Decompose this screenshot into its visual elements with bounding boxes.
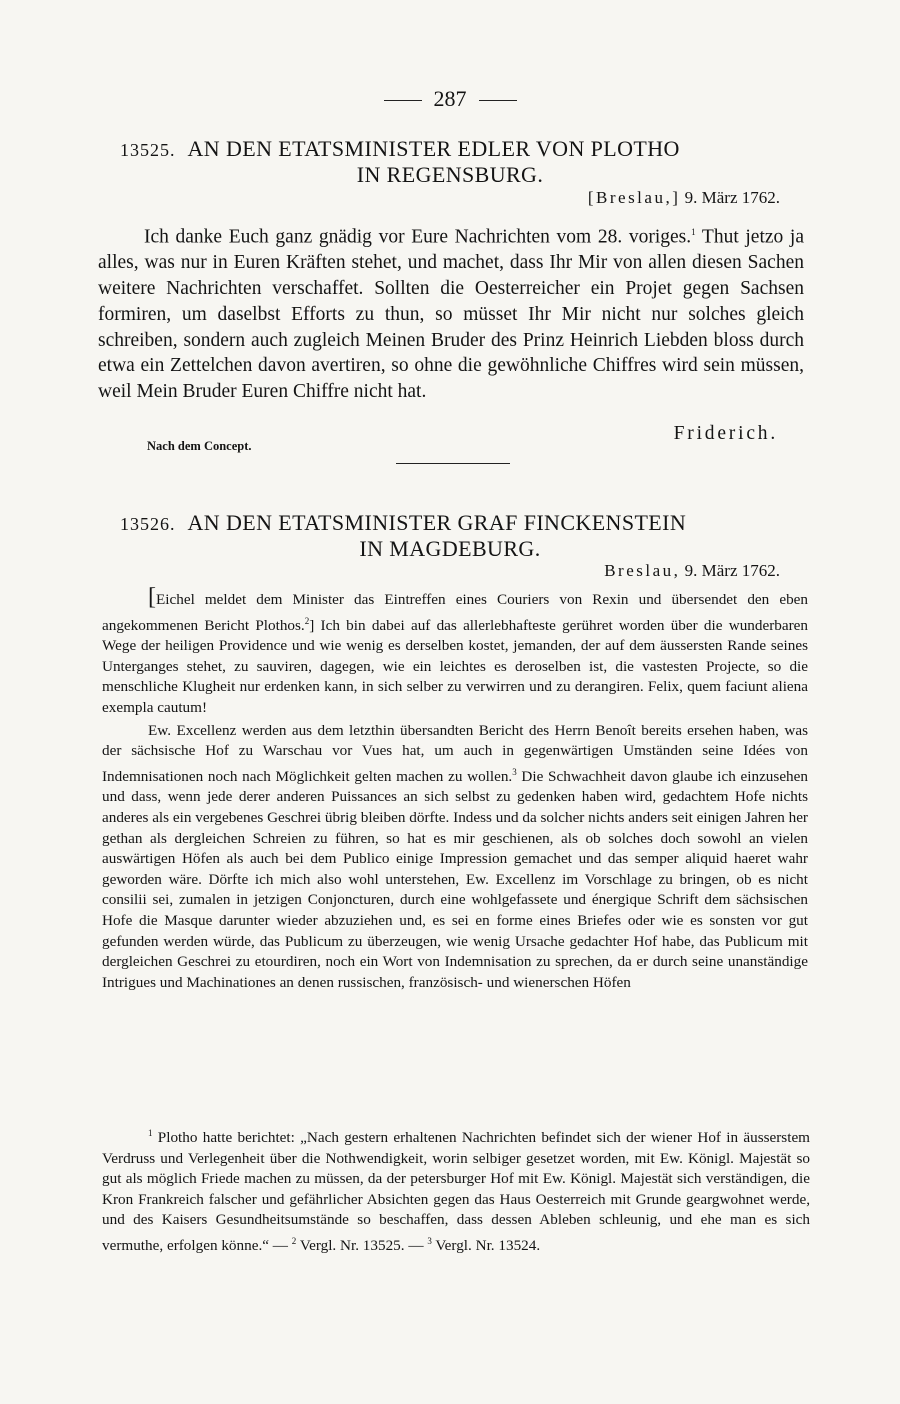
letter-2-paragraph-1: [102, 584, 809, 719]
letter-1-heading: [120, 136, 780, 188]
letter-2-heading-line2: IN MAGDEBURG.: [359, 536, 541, 561]
footnote-1-mark: 1: [148, 1128, 153, 1138]
footnote-ref-3: 3: [512, 766, 517, 777]
section-separator: [396, 463, 510, 464]
letter-2-dateline: [604, 561, 780, 581]
letter-1-source: Nach dem Concept.: [147, 439, 252, 453]
letter-2-para2-text: Ew. Excellenz werden aus dem letzthin übersandten Bericht des Herrn Benoît bereits ersehen haben, was der sächsische Hof zu Warschau vor Vues hat, um auch in gegenwärtigen Umständen seine Idées von Indemnisationen noch nach Möglichkeit gelten machen zu wollen.: [102, 721, 808, 785]
footnote-2-mark: 2: [291, 1236, 297, 1247]
letter-1-dateline-date: 9. März 1762.: [684, 188, 780, 207]
letter-2-body: [102, 584, 809, 995]
letter-1-text: Ich danke Euch ganz gnädig vor Eure Nachrichten vom 28. voriges.: [144, 226, 692, 248]
bracket-close: ]: [309, 616, 315, 634]
letter-1-body: [98, 220, 804, 405]
page-number-dash-left: [384, 100, 422, 101]
letter-2-para1-rest: Ich bin dabei auf das allerlebhafteste gerühret worden über die wunderbaren Wege der heiligen Providence und wie wenig es derselben kostet, jemanden, der auf dem äussersten Rande seines Unterganges stehet, zu sauviren, dagegen, wie ein leichtes es deroselben ist, die vastesten Projecte, so die menschliche Klugheit nur erdenken kann, in sich selber zu verwirren und zu derangiren. Felix, quem faciunt aliena exempla cautum!: [102, 616, 809, 717]
letter-1-signature: Friderich.: [673, 423, 778, 444]
letter-1-dateline-place: [Breslau,]: [587, 188, 681, 207]
footnote-3-text: Vergl. Nr. 13524.: [435, 1237, 541, 1255]
letter-2-dateline-date: 9. März 1762.: [684, 561, 780, 580]
footnote-ref-1: 1: [691, 227, 696, 237]
letter-1-text-rest: Thut jetzo ja alles, was nur in Euren Kräften stehet, und machet, dass Ihr Mir von allen diesen Sachen weitere Nachrichten verschaffet. Sollten die Oesterreicher ein Projet gegen Sachsen formiren, um daselbst Efforts zu thun, so müsset Ihr Mir nicht nur solches gleich schreiben, sondern auch zugleich Meinen Bruder des Prinz Heinrich Liebden bloss durch etwa ein Zettelchen davon avertiren, so ohne die gewöhnliche Chiffres wird sein müssen, weil Mein Bruder Euren Chiffre nicht hat.: [98, 226, 804, 403]
footnote-block: [102, 1123, 810, 1257]
letter-2-heading: [120, 510, 780, 562]
footnote-3-mark: 3: [427, 1236, 432, 1247]
page-number-text: 287: [433, 86, 467, 111]
letter-2-para2-rest: Die Schwachheit davon glaube ich einzusehen und dass, wenn jede derer anderen Puissances an sich selbst zu gedenken haben wird, gedachtem Hofe nichts anderes als ein vergebenes Geschrei übrig bleiben dörfte. Indess und da solcher nichts anders seit einigen Jahren her gethan als dergleichen Schreien zu führen, so hat es mir geschienen, als ob solches doch sowohl an vielen auswärtigen Höfen als auch bei dem Publico einige Impression gemachet und das semper aliquid haeret wahr geworden wäre. Dörfte ich mich also wohl unterstehen, Ew. Excellenz im Vorschlage zu bringen, ob es nicht consilii sei, zumalen in jetzigen Conjoncturen, durch eine wohlgefassete und énergique Schrift dem sächsischen Hofe die Masque darunter wieder abzuziehen und, es sei en forme eines Briefes oder wie es sonsten vor gut gefunden werden würde, das Publicum zu überzeugen, wie wenig Ursache gedachter Hof habe, das Publicum mit dergleichen Geschrei zu etourdiren, noch ein Wort von Indemnisation zu sprechen, da er durch seine unanständige Intrigues und Machinationes an denen russischen, französisch- und wienerschen Höfen: [102, 767, 808, 991]
letter-2-dateline-place: Breslau,: [604, 561, 681, 580]
letter-1-paragraph: [98, 220, 804, 405]
footnotes: [102, 1123, 810, 1257]
letter-1-heading-line2: IN REGENSBURG.: [356, 162, 544, 187]
footnote-ref-2: 2: [304, 615, 310, 626]
letter-1-dateline: [588, 188, 780, 208]
footnote-1-text: Plotho hatte berichtet: „Nach gestern erhaltenen Nachrichten befindet sich der wiener Hof in äusserstem Verdruss und Verlegenheit über die Nothwendigkeit, worin selbiger gesetzet worden, mit Ew. Königl. Majestät so gut als möglich Friede machen zu müssen, da der petersburger Hof mit Ew. Königl. Majestät sich verständigen, die Kron Frankreich falscher und gefährlicher Absichten gegen das Haus Oesterreich mit Grunde geargwohnet werde, und des Kaisers Gesundheitsumstände so beschaffen, dass dessen Ableben schleunig, und ehe man es sich vermuthe, erfolgen könne.“ —: [102, 1129, 810, 1255]
letter-1-heading-line1: AN DEN ETATSMINISTER EDLER VON PLOTHO: [187, 136, 680, 161]
letter-2-number: 13526.: [120, 514, 176, 534]
letter-2-para1-text: Eichel meldet dem Minister das Eintreffen eines Couriers von Rexin und übersendet den eben angekommenen Bericht Plothos.: [102, 591, 808, 634]
page-number: [0, 86, 900, 112]
bracket-open: [: [148, 584, 156, 610]
letter-1-number: 13525.: [120, 140, 176, 160]
letter-2-paragraph-2: [102, 721, 808, 994]
page-number-dash-right: [479, 100, 517, 101]
footnote-2-text: Vergl. Nr. 13525. —: [299, 1237, 424, 1255]
letter-2-heading-line1: AN DEN ETATSMINISTER GRAF FINCKENSTEIN: [187, 510, 687, 535]
